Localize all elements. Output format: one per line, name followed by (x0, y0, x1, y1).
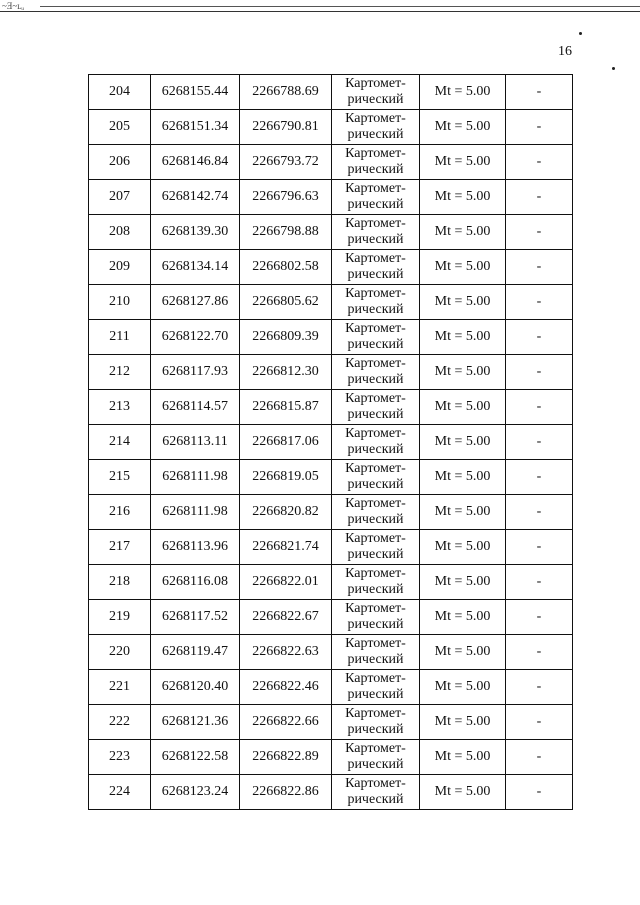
accuracy-cell: Mt = 5.00 (420, 250, 506, 285)
y-coordinate-cell: 2266790.81 (240, 110, 332, 145)
table-row (89, 460, 573, 495)
method-line-1: Картомет- (345, 76, 406, 91)
table-row (89, 110, 573, 145)
y-coordinate-cell: 2266809.39 (240, 320, 332, 355)
method-line-1: Картомет- (345, 531, 406, 546)
y-coordinate-cell: 2266815.87 (240, 390, 332, 425)
y-coordinate-cell: 2266805.62 (240, 285, 332, 320)
x-coordinate-cell: 6268123.24 (151, 775, 240, 810)
method-cell (332, 145, 420, 180)
method-cell (332, 355, 420, 390)
accuracy-cell: Mt = 5.00 (420, 565, 506, 600)
x-coordinate-cell: 6268122.70 (151, 320, 240, 355)
table-row (89, 75, 573, 110)
point-number-cell: 206 (89, 145, 151, 180)
note-cell: - (506, 355, 573, 390)
x-coordinate-cell: 6268121.36 (151, 705, 240, 740)
y-coordinate-cell: 2266822.01 (240, 565, 332, 600)
table-row (89, 530, 573, 565)
x-coordinate-cell: 6268127.86 (151, 285, 240, 320)
scan-border-line (40, 6, 640, 7)
method-line-2: рический (347, 652, 404, 667)
y-coordinate-cell: 2266796.63 (240, 180, 332, 215)
x-coordinate-cell: 6268111.98 (151, 495, 240, 530)
note-cell: - (506, 530, 573, 565)
accuracy-cell: Mt = 5.00 (420, 215, 506, 250)
point-number-cell: 221 (89, 670, 151, 705)
accuracy-cell: Mt = 5.00 (420, 320, 506, 355)
method-line-1: Картомет- (345, 391, 406, 406)
point-number-cell: 207 (89, 180, 151, 215)
page-number: 16 (558, 44, 572, 59)
x-coordinate-cell: 6268113.11 (151, 425, 240, 460)
accuracy-cell: Mt = 5.00 (420, 740, 506, 775)
x-coordinate-cell: 6268146.84 (151, 145, 240, 180)
method-cell (332, 740, 420, 775)
table-row (89, 600, 573, 635)
accuracy-cell: Mt = 5.00 (420, 670, 506, 705)
y-coordinate-cell: 2266822.63 (240, 635, 332, 670)
table-row (89, 285, 573, 320)
method-cell (332, 390, 420, 425)
method-cell (332, 75, 420, 110)
accuracy-cell: Mt = 5.00 (420, 530, 506, 565)
method-line-1: Картомет- (345, 601, 406, 616)
x-coordinate-cell: 6268114.57 (151, 390, 240, 425)
point-number-cell: 208 (89, 215, 151, 250)
note-cell: - (506, 740, 573, 775)
table-row (89, 775, 573, 810)
method-line-1: Картомет- (345, 356, 406, 371)
note-cell: - (506, 775, 573, 810)
point-number-cell: 211 (89, 320, 151, 355)
note-cell: - (506, 145, 573, 180)
accuracy-cell: Mt = 5.00 (420, 600, 506, 635)
x-coordinate-cell: 6268117.93 (151, 355, 240, 390)
point-number-cell: 210 (89, 285, 151, 320)
point-number-cell: 205 (89, 110, 151, 145)
note-cell: - (506, 320, 573, 355)
y-coordinate-cell: 2266793.72 (240, 145, 332, 180)
method-line-2: рический (347, 792, 404, 807)
accuracy-cell: Mt = 5.00 (420, 145, 506, 180)
x-coordinate-cell: 6268155.44 (151, 75, 240, 110)
method-line-2: рический (347, 617, 404, 632)
x-coordinate-cell: 6268120.40 (151, 670, 240, 705)
note-cell: - (506, 75, 573, 110)
x-coordinate-cell: 6268116.08 (151, 565, 240, 600)
table-row (89, 145, 573, 180)
point-number-cell: 215 (89, 460, 151, 495)
table-row (89, 390, 573, 425)
accuracy-cell: Mt = 5.00 (420, 425, 506, 460)
note-cell: - (506, 670, 573, 705)
accuracy-cell: Mt = 5.00 (420, 355, 506, 390)
method-line-2: рический (347, 687, 404, 702)
method-cell (332, 670, 420, 705)
method-line-1: Картомет- (345, 776, 406, 791)
method-cell (332, 285, 420, 320)
method-line-1: Картомет- (345, 321, 406, 336)
method-line-2: рический (347, 197, 404, 212)
y-coordinate-cell: 2266819.05 (240, 460, 332, 495)
y-coordinate-cell: 2266820.82 (240, 495, 332, 530)
note-cell: - (506, 285, 573, 320)
accuracy-cell: Mt = 5.00 (420, 495, 506, 530)
note-cell: - (506, 495, 573, 530)
method-line-1: Картомет- (345, 181, 406, 196)
accuracy-cell: Mt = 5.00 (420, 180, 506, 215)
x-coordinate-cell: 6268119.47 (151, 635, 240, 670)
x-coordinate-cell: 6268139.30 (151, 215, 240, 250)
method-cell (332, 460, 420, 495)
method-line-2: рический (347, 757, 404, 772)
note-cell: - (506, 460, 573, 495)
accuracy-cell: Mt = 5.00 (420, 75, 506, 110)
y-coordinate-cell: 2266822.67 (240, 600, 332, 635)
x-coordinate-cell: 6268122.58 (151, 740, 240, 775)
method-line-1: Картомет- (345, 251, 406, 266)
header-scrawl: ~Ǝ~ʟᵤ (2, 1, 25, 11)
table-row (89, 705, 573, 740)
y-coordinate-cell: 2266822.86 (240, 775, 332, 810)
table-row (89, 635, 573, 670)
table-row (89, 565, 573, 600)
point-number-cell: 212 (89, 355, 151, 390)
method-line-1: Картомет- (345, 461, 406, 476)
method-cell (332, 705, 420, 740)
method-line-2: рический (347, 477, 404, 492)
table-row (89, 215, 573, 250)
accuracy-cell: Mt = 5.00 (420, 775, 506, 810)
table-row (89, 320, 573, 355)
y-coordinate-cell: 2266822.89 (240, 740, 332, 775)
method-line-1: Картомет- (345, 706, 406, 721)
table-row (89, 250, 573, 285)
method-cell (332, 775, 420, 810)
method-line-2: рический (347, 267, 404, 282)
x-coordinate-cell: 6268134.14 (151, 250, 240, 285)
method-cell (332, 635, 420, 670)
y-coordinate-cell: 2266798.88 (240, 215, 332, 250)
scan-speck (612, 67, 615, 70)
x-coordinate-cell: 6268117.52 (151, 600, 240, 635)
note-cell: - (506, 635, 573, 670)
accuracy-cell: Mt = 5.00 (420, 110, 506, 145)
y-coordinate-cell: 2266802.58 (240, 250, 332, 285)
method-line-1: Картомет- (345, 496, 406, 511)
method-line-2: рический (347, 547, 404, 562)
method-line-2: рический (347, 512, 404, 527)
y-coordinate-cell: 2266821.74 (240, 530, 332, 565)
method-line-2: рический (347, 407, 404, 422)
method-line-2: рический (347, 162, 404, 177)
method-cell (332, 320, 420, 355)
method-cell (332, 565, 420, 600)
x-coordinate-cell: 6268111.98 (151, 460, 240, 495)
accuracy-cell: Mt = 5.00 (420, 635, 506, 670)
method-cell (332, 495, 420, 530)
accuracy-cell: Mt = 5.00 (420, 705, 506, 740)
method-cell (332, 425, 420, 460)
x-coordinate-cell: 6268142.74 (151, 180, 240, 215)
method-line-2: рический (347, 302, 404, 317)
note-cell: - (506, 425, 573, 460)
note-cell: - (506, 565, 573, 600)
coordinates-table (88, 74, 573, 810)
method-line-1: Картомет- (345, 146, 406, 161)
method-line-1: Картомет- (345, 426, 406, 441)
table-row (89, 670, 573, 705)
table-row (89, 425, 573, 460)
method-line-2: рический (347, 442, 404, 457)
method-line-1: Картомет- (345, 566, 406, 581)
method-cell (332, 530, 420, 565)
method-line-2: рический (347, 372, 404, 387)
method-line-2: рический (347, 582, 404, 597)
y-coordinate-cell: 2266822.66 (240, 705, 332, 740)
x-coordinate-cell: 6268113.96 (151, 530, 240, 565)
x-coordinate-cell: 6268151.34 (151, 110, 240, 145)
point-number-cell: 222 (89, 705, 151, 740)
point-number-cell: 204 (89, 75, 151, 110)
accuracy-cell: Mt = 5.00 (420, 390, 506, 425)
method-line-2: рический (347, 92, 404, 107)
method-line-1: Картомет- (345, 111, 406, 126)
point-number-cell: 209 (89, 250, 151, 285)
scan-border-line (0, 11, 640, 12)
method-cell (332, 215, 420, 250)
accuracy-cell: Mt = 5.00 (420, 285, 506, 320)
method-cell (332, 600, 420, 635)
point-number-cell: 214 (89, 425, 151, 460)
point-number-cell: 219 (89, 600, 151, 635)
note-cell: - (506, 110, 573, 145)
y-coordinate-cell: 2266822.46 (240, 670, 332, 705)
point-number-cell: 223 (89, 740, 151, 775)
point-number-cell: 213 (89, 390, 151, 425)
table-row (89, 355, 573, 390)
note-cell: - (506, 390, 573, 425)
method-cell (332, 180, 420, 215)
method-line-1: Картомет- (345, 741, 406, 756)
y-coordinate-cell: 2266817.06 (240, 425, 332, 460)
note-cell: - (506, 250, 573, 285)
table-row (89, 740, 573, 775)
note-cell: - (506, 215, 573, 250)
method-line-2: рический (347, 232, 404, 247)
table-row (89, 180, 573, 215)
method-line-1: Картомет- (345, 286, 406, 301)
method-line-1: Картомет- (345, 671, 406, 686)
method-line-1: Картомет- (345, 216, 406, 231)
point-number-cell: 216 (89, 495, 151, 530)
method-cell (332, 250, 420, 285)
point-number-cell: 217 (89, 530, 151, 565)
method-cell (332, 110, 420, 145)
point-number-cell: 218 (89, 565, 151, 600)
point-number-cell: 224 (89, 775, 151, 810)
method-line-1: Картомет- (345, 636, 406, 651)
scan-speck (579, 32, 582, 35)
coordinates-table-body (89, 75, 573, 810)
note-cell: - (506, 600, 573, 635)
y-coordinate-cell: 2266812.30 (240, 355, 332, 390)
method-line-2: рический (347, 722, 404, 737)
accuracy-cell: Mt = 5.00 (420, 460, 506, 495)
note-cell: - (506, 705, 573, 740)
table-row (89, 495, 573, 530)
method-line-2: рический (347, 337, 404, 352)
y-coordinate-cell: 2266788.69 (240, 75, 332, 110)
note-cell: - (506, 180, 573, 215)
method-line-2: рический (347, 127, 404, 142)
point-number-cell: 220 (89, 635, 151, 670)
